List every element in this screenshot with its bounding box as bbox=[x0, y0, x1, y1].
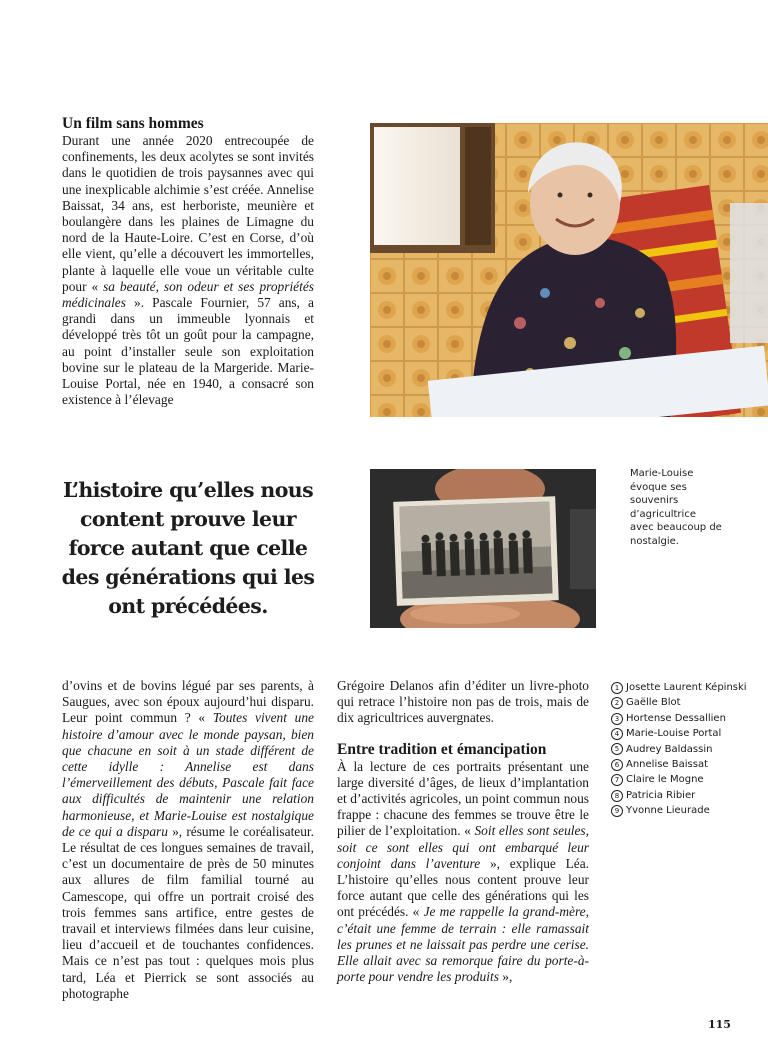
portrait-photo bbox=[370, 123, 768, 417]
number-badge: 5 bbox=[611, 743, 623, 755]
portrait-photo-illustration bbox=[370, 123, 768, 417]
name-label: Josette Laurent Képinski bbox=[626, 682, 747, 693]
number-badge: 3 bbox=[611, 713, 623, 725]
page-number: 115 bbox=[708, 1018, 731, 1031]
name-label: Hortense Dessallien bbox=[626, 712, 726, 724]
name-label: Marie-Louise Portal bbox=[626, 728, 722, 740]
column-middle bbox=[337, 678, 589, 985]
intro-paragraph: Durant une année 2020 entrecoupée de confinements, les deux acolytes se sont invités dans le quotidien de trois paysannes avec qui une inexplicable alchimie s’est créée. Annelise Baissat, 34 ans, est herboriste, meunière et boulangère dans les plaines de Limagne du nord de la Haute-Loire. C’est en Corse, d’où elle vient, qu’elle a découvert les immortelles, plante à laquelle elle voue un véritable culte pour « sa beauté, son odeur et ses propriétés médicinales ». Pascale Fournier, 57 ans, a grandi dans un immeuble lyonnais et développé très tôt un goût pour la campagne, au point d’installer seule son exploitation bovine sur le plateau de la Margeride. Marie-Louise Portal, née en 1940, a consacré son existence à l’élevage bbox=[62, 133, 314, 408]
number-badge: 1 bbox=[611, 682, 623, 694]
portrait-names-list bbox=[611, 680, 761, 819]
archive-photo bbox=[370, 469, 596, 628]
number-badge: 2 bbox=[611, 697, 623, 709]
number-badge: 6 bbox=[611, 759, 623, 771]
number-badge: 8 bbox=[611, 790, 623, 802]
column-left bbox=[62, 678, 314, 1002]
name-label: Audrey Baldassin bbox=[626, 743, 713, 755]
name-item bbox=[611, 742, 761, 757]
number-badge: 7 bbox=[611, 774, 623, 786]
column-middle-text: À la lecture de ces portraits présentant une large diversité d’âges, de lieux d’implantation et d’activités agricoles, un point commun nous frappe : chacune des femmes se trouve être le pilier de l’exploitation. « Soit elles sont seules, soit ce sont elles qui ont embarqué leur conjoint dans l’aventure », explique Léa. L’histoire qu’elles nous content prouve leur force autant que celle des générations qui les ont précédés. « Je me rappelle la grand-mère, c’était une femme de terrain : elle ramassait les prunes et ne laissait pas perdre une cerise. Elle allait avec sa remorque faire du porte-à-porte pour vendre les produits », bbox=[337, 758, 589, 985]
section-heading-tradition: Entre tradition et émancipation bbox=[337, 740, 547, 758]
column-left-text: d’ovins et de bovins légué par ses parents, à Saugues, avec son époux aujourd’hui disparu. Leur point commun ? « Toutes vivent une histoire d’amour avec le monde paysan, bien que chacune en soit à un stade différent de cette idylle : Annelise est dans l’émerveillement des débuts, Pascale fait face aux difficultés de maintenir une relation harmonieuse, et Marie-Louise est nostalgique de ce qui a disparu », résume le coréalisateur. Le résultat de ces longues semaines de travail, c’est un documentaire de près de 50 minutes aux allures de film familial tourné au Camescope, qui offre un portrait croisé des trois femmes sans artifice, entre gestes de travail et interviews filmées dans leur cuisine, lieu d’accueil et de touchantes confidences. Mais ce n’est pas tout : quelques mois plus tard, Léa et Pierrick se sont associés au photographe bbox=[62, 678, 314, 1001]
number-badge: 9 bbox=[611, 805, 623, 817]
name-label: Yvonne Lieurade bbox=[626, 805, 710, 817]
name-item bbox=[611, 726, 761, 741]
column-middle-intro: Grégoire Delanos afin d’éditer un livre-photo qui retrace l’histoire non pas de trois, mais de dix agricultrices auvergnates. bbox=[337, 678, 589, 726]
name-item bbox=[611, 772, 761, 787]
name-label: Annelise Baissat bbox=[626, 759, 709, 771]
archive-photo-illustration bbox=[370, 469, 596, 628]
name-item bbox=[611, 695, 761, 710]
name-item bbox=[611, 711, 761, 726]
name-label: Patricia Ribier bbox=[626, 789, 696, 801]
name-label: Gaëlle Blot bbox=[626, 697, 681, 709]
pull-quote: L’histoire qu’elles nous content prouve leur force autant que celle des générations qui les ont précédées. bbox=[61, 478, 315, 618]
name-item bbox=[611, 680, 761, 695]
intro-column bbox=[62, 115, 314, 408]
number-badge: 4 bbox=[611, 728, 623, 740]
name-item bbox=[611, 757, 761, 772]
name-item bbox=[611, 788, 761, 803]
section-heading-film: Un film sans hommes bbox=[62, 115, 204, 132]
name-label: Claire le Mogne bbox=[626, 774, 704, 786]
name-item bbox=[611, 803, 761, 818]
photo-caption: Marie-Louise évoque ses souvenirs d’agricultrice avec beaucoup de nostalgie. bbox=[630, 468, 722, 547]
